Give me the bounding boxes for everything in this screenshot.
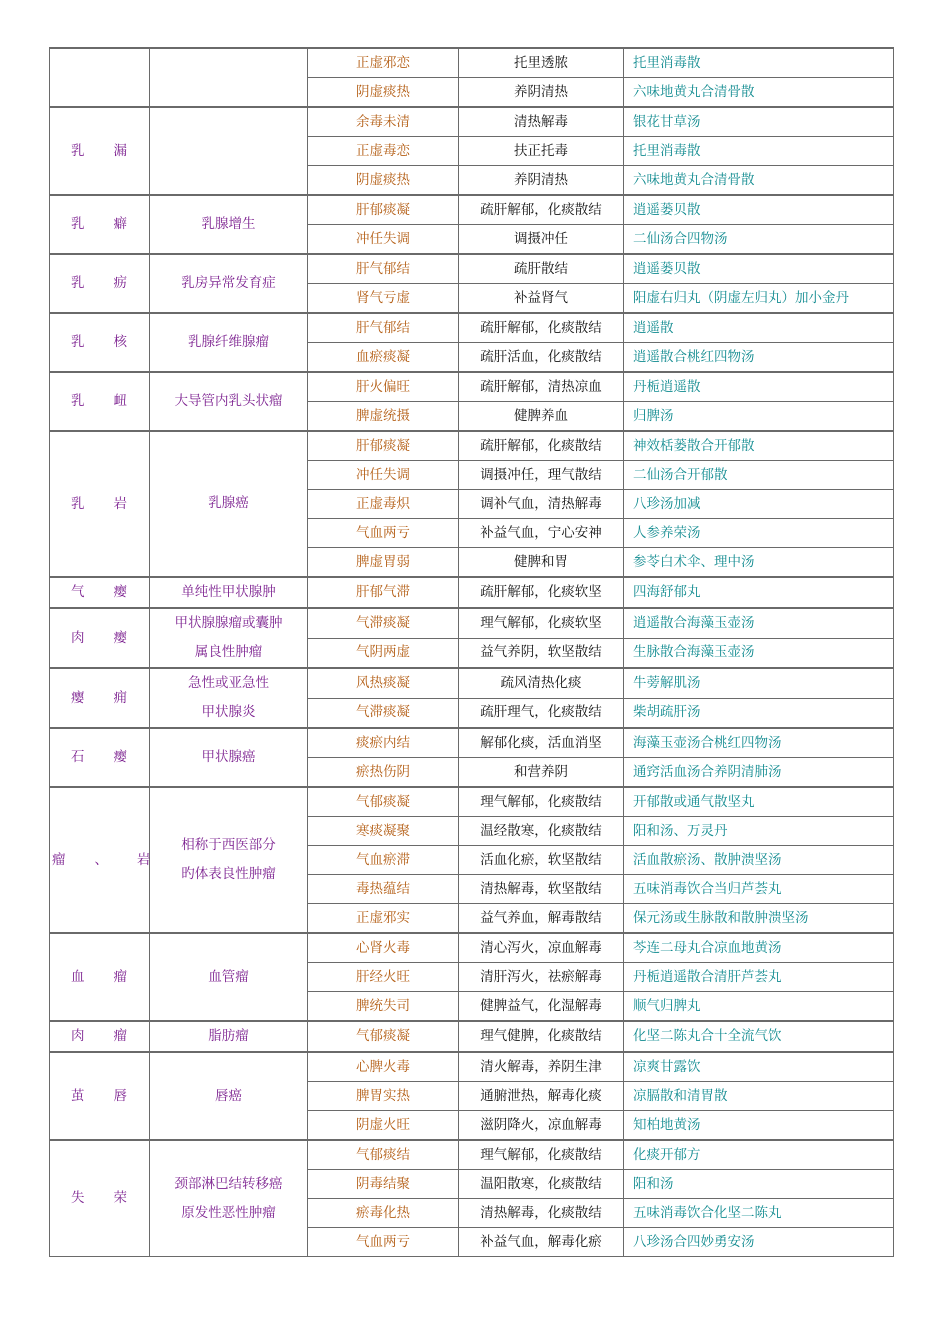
disease-name-cell bbox=[50, 254, 150, 313]
prescription-cell: 逍遥散合桃红四物汤 bbox=[624, 343, 894, 373]
syndrome-cell: 气阴两虚 bbox=[308, 638, 459, 668]
disease-name-char: 岩 bbox=[137, 851, 152, 868]
western-name-cell bbox=[150, 787, 308, 933]
prescription-cell: 阳虚右归丸（阴虚左归丸）加小金丹 bbox=[624, 284, 894, 314]
prescription-cell: 保元汤或生脉散和散肿溃坚汤 bbox=[624, 904, 894, 934]
disease-name-char: 疬 bbox=[113, 275, 128, 292]
western-name-cell bbox=[150, 254, 308, 313]
table-row bbox=[50, 608, 894, 638]
disease-name-char: 荣 bbox=[113, 1190, 128, 1207]
disease-name-char: 气 bbox=[71, 584, 86, 601]
disease-name-cell bbox=[50, 48, 150, 107]
table-row bbox=[50, 1052, 894, 1082]
prescription-cell: 化痰开郁方 bbox=[624, 1140, 894, 1170]
treatment-method-cell: 温阳散寒，化痰散结 bbox=[459, 1170, 624, 1199]
syndrome-cell: 心肾火毒 bbox=[308, 933, 459, 963]
disease-name-char: 、 bbox=[94, 851, 109, 868]
disease-name-cell bbox=[50, 608, 150, 668]
disease-name-cell bbox=[50, 933, 150, 1021]
western-name-line: 单纯性甲状腺肿 bbox=[181, 584, 276, 600]
syndrome-cell: 气血两亏 bbox=[308, 1228, 459, 1257]
disease-name-char: 瘿 bbox=[113, 749, 128, 766]
prescription-cell: 银花甘草汤 bbox=[624, 107, 894, 137]
syndrome-cell: 肾气亏虚 bbox=[308, 284, 459, 314]
prescription-cell: 凉爽甘露饮 bbox=[624, 1052, 894, 1082]
prescription-cell: 活血散瘀汤、散肿溃坚汤 bbox=[624, 846, 894, 875]
prescription-cell: 神效栝蒌散合开郁散 bbox=[624, 431, 894, 461]
western-name-cell bbox=[150, 1021, 308, 1052]
western-name-cell bbox=[150, 577, 308, 608]
prescription-cell: 化坚二陈丸合十全流气饮 bbox=[624, 1021, 894, 1052]
prescription-cell: 丹栀逍遥散合清肝芦荟丸 bbox=[624, 963, 894, 992]
syndrome-cell: 阴毒结聚 bbox=[308, 1170, 459, 1199]
western-name-line: 乳腺增生 bbox=[201, 215, 256, 232]
disease-name-cell bbox=[50, 313, 150, 372]
prescription-cell: 五味消毒饮合化坚二陈丸 bbox=[624, 1199, 894, 1228]
prescription-cell: 知柏地黄汤 bbox=[624, 1111, 894, 1141]
disease-name-char: 乳 bbox=[71, 275, 86, 292]
disease-name-char: 瘤 bbox=[113, 1028, 128, 1045]
syndrome-cell: 气滞痰凝 bbox=[308, 608, 459, 638]
western-name-line: 旳体表良性肿瘤 bbox=[181, 866, 276, 883]
disease-name-char: 岩 bbox=[113, 495, 128, 512]
treatment-method-cell: 通腑泄热，解毒化痰 bbox=[459, 1082, 624, 1111]
prescription-cell: 柴胡疏肝汤 bbox=[624, 698, 894, 728]
disease-name-char: 血 bbox=[71, 968, 86, 985]
treatment-method-cell: 调补气血，清热解毒 bbox=[459, 490, 624, 519]
treatment-method-cell: 理气解郁，化痰散结 bbox=[459, 1140, 624, 1170]
disease-name-char: 茧 bbox=[71, 1087, 86, 1104]
syndrome-cell: 脾虚统摄 bbox=[308, 402, 459, 432]
syndrome-cell: 肝郁痰凝 bbox=[308, 195, 459, 225]
treatment-method-cell: 温经散寒，化痰散结 bbox=[459, 817, 624, 846]
western-name-cell bbox=[150, 1140, 308, 1257]
table-row bbox=[50, 431, 894, 461]
disease-name-char: 痈 bbox=[113, 689, 128, 706]
western-name-cell bbox=[150, 107, 308, 195]
table-row bbox=[50, 48, 894, 78]
syndrome-cell: 正虚邪实 bbox=[308, 904, 459, 934]
table-row bbox=[50, 313, 894, 343]
western-name-line: 急性或亚急性 bbox=[188, 675, 269, 692]
prescription-cell: 归脾汤 bbox=[624, 402, 894, 432]
western-name-line: 甲状腺炎 bbox=[201, 704, 256, 721]
syndrome-cell: 脾胃实热 bbox=[308, 1082, 459, 1111]
prescription-cell: 芩连二母丸合凉血地黄汤 bbox=[624, 933, 894, 963]
western-name-line: 乳腺纤维腺瘤 bbox=[188, 333, 269, 350]
prescription-cell: 逍遥蒌贝散 bbox=[624, 195, 894, 225]
table-row bbox=[50, 107, 894, 137]
syndrome-cell: 阴虚火旺 bbox=[308, 1111, 459, 1141]
disease-name-char: 乳 bbox=[71, 216, 86, 233]
syndrome-cell: 肝气郁结 bbox=[308, 254, 459, 284]
syndrome-cell: 气滞痰凝 bbox=[308, 698, 459, 728]
treatment-method-cell: 和营养阴 bbox=[459, 758, 624, 788]
western-name-line: 血管瘤 bbox=[208, 968, 249, 985]
treatment-method-cell: 调摄冲任，理气散结 bbox=[459, 461, 624, 490]
syndrome-cell: 毒热蕴结 bbox=[308, 875, 459, 904]
disease-name-cell bbox=[50, 1021, 150, 1052]
disease-name-char: 瘿 bbox=[113, 584, 128, 601]
syndrome-cell: 正虚邪恋 bbox=[308, 48, 459, 78]
treatment-method-cell: 疏肝散结 bbox=[459, 254, 624, 284]
treatment-method-cell: 健脾养血 bbox=[459, 402, 624, 432]
prescription-cell: 生脉散合海藻玉壶汤 bbox=[624, 638, 894, 668]
treatment-method-cell: 疏肝解郁，化痰散结 bbox=[459, 431, 624, 461]
disease-name-cell bbox=[50, 668, 150, 728]
western-name-cell bbox=[150, 608, 308, 668]
prescription-cell: 海藻玉壶汤合桃红四物汤 bbox=[624, 728, 894, 758]
tcm-syndrome-table bbox=[49, 47, 894, 1257]
disease-name-char: 漏 bbox=[113, 142, 128, 159]
western-name-cell bbox=[150, 372, 308, 431]
treatment-method-cell: 养阴清热 bbox=[459, 78, 624, 108]
prescription-cell: 六味地黄丸合清骨散 bbox=[624, 166, 894, 196]
syndrome-cell: 气血两亏 bbox=[308, 519, 459, 548]
syndrome-cell: 冲任失调 bbox=[308, 461, 459, 490]
disease-name-char: 乳 bbox=[71, 142, 86, 159]
treatment-method-cell: 补益肾气 bbox=[459, 284, 624, 314]
prescription-cell: 八珍汤加减 bbox=[624, 490, 894, 519]
treatment-method-cell: 清热解毒 bbox=[459, 107, 624, 137]
treatment-method-cell: 清热解毒，化痰散结 bbox=[459, 1199, 624, 1228]
syndrome-cell: 肝火偏旺 bbox=[308, 372, 459, 402]
disease-name-char: 核 bbox=[113, 334, 128, 351]
western-name-line: 甲状腺腺瘤或囊肿 bbox=[174, 615, 283, 632]
disease-name-char: 瘿 bbox=[71, 689, 86, 706]
western-name-line: 乳房异常发育症 bbox=[181, 274, 276, 291]
syndrome-cell: 阴虚痰热 bbox=[308, 166, 459, 196]
treatment-method-cell: 健脾益气，化湿解毒 bbox=[459, 992, 624, 1022]
syndrome-cell: 脾虚胃弱 bbox=[308, 548, 459, 578]
treatment-method-cell: 健脾和胃 bbox=[459, 548, 624, 578]
western-name-line: 相称于西医部分 bbox=[181, 837, 276, 854]
prescription-cell: 丹栀逍遥散 bbox=[624, 372, 894, 402]
prescription-cell: 参苓白术伞、理中汤 bbox=[624, 548, 894, 578]
prescription-cell: 逍遥散合海藻玉壶汤 bbox=[624, 608, 894, 638]
prescription-cell: 逍遥散 bbox=[624, 313, 894, 343]
disease-name-char: 衄 bbox=[113, 393, 128, 410]
disease-name-cell bbox=[50, 195, 150, 254]
table-row bbox=[50, 372, 894, 402]
syndrome-cell: 正虚毒炽 bbox=[308, 490, 459, 519]
syndrome-cell: 心脾火毒 bbox=[308, 1052, 459, 1082]
western-name-cell bbox=[150, 668, 308, 728]
treatment-method-cell: 疏肝解郁，化痰散结 bbox=[459, 195, 624, 225]
table-row bbox=[50, 728, 894, 758]
table-row bbox=[50, 254, 894, 284]
prescription-cell: 逍遥蒌贝散 bbox=[624, 254, 894, 284]
syndrome-cell: 余毒未清 bbox=[308, 107, 459, 137]
syndrome-cell: 肝郁痰凝 bbox=[308, 431, 459, 461]
syndrome-cell: 冲任失调 bbox=[308, 225, 459, 255]
syndrome-cell: 气血瘀滞 bbox=[308, 846, 459, 875]
syndrome-cell: 气郁痰凝 bbox=[308, 787, 459, 817]
prescription-cell: 凉膈散和清胃散 bbox=[624, 1082, 894, 1111]
syndrome-cell: 寒痰凝聚 bbox=[308, 817, 459, 846]
prescription-cell: 人参养荣汤 bbox=[624, 519, 894, 548]
table-row bbox=[50, 577, 894, 608]
treatment-method-cell: 理气解郁，化痰散结 bbox=[459, 787, 624, 817]
syndrome-cell: 脾统失司 bbox=[308, 992, 459, 1022]
western-name-line: 原发性恶性肿瘤 bbox=[181, 1204, 276, 1221]
treatment-method-cell: 理气健脾，化痰散结 bbox=[459, 1021, 624, 1052]
table-row bbox=[50, 668, 894, 698]
treatment-method-cell: 清心泻火，凉血解毒 bbox=[459, 933, 624, 963]
syndrome-cell: 气郁痰凝 bbox=[308, 1021, 459, 1052]
table-row bbox=[50, 195, 894, 225]
disease-name-char: 癖 bbox=[113, 216, 128, 233]
treatment-method-cell: 疏肝解郁，化痰散结 bbox=[459, 313, 624, 343]
prescription-cell: 四海舒郁丸 bbox=[624, 577, 894, 608]
prescription-cell: 通窍活血汤合养阴清肺汤 bbox=[624, 758, 894, 788]
treatment-method-cell: 益气养血，解毒散结 bbox=[459, 904, 624, 934]
table-body bbox=[50, 48, 894, 1257]
syndrome-cell: 瘀热伤阴 bbox=[308, 758, 459, 788]
disease-name-char: 肉 bbox=[71, 629, 86, 646]
treatment-method-cell: 活血化瘀，软坚散结 bbox=[459, 846, 624, 875]
prescription-cell: 托里消毒散 bbox=[624, 48, 894, 78]
syndrome-cell: 风热痰凝 bbox=[308, 668, 459, 698]
treatment-method-cell: 补益气血，解毒化瘀 bbox=[459, 1228, 624, 1257]
treatment-method-cell: 清肝泻火，祛瘀解毒 bbox=[459, 963, 624, 992]
prescription-cell: 阳和汤 bbox=[624, 1170, 894, 1199]
treatment-method-cell: 益气养阴，软坚散结 bbox=[459, 638, 624, 668]
western-name-cell bbox=[150, 48, 308, 107]
western-name-cell bbox=[150, 933, 308, 1021]
prescription-cell: 顺气归脾丸 bbox=[624, 992, 894, 1022]
disease-name-char: 失 bbox=[71, 1190, 86, 1207]
treatment-method-cell: 托里透脓 bbox=[459, 48, 624, 78]
western-name-cell bbox=[150, 728, 308, 787]
treatment-method-cell: 疏肝解郁，清热凉血 bbox=[459, 372, 624, 402]
western-name-line: 属良性肿瘤 bbox=[194, 644, 263, 661]
prescription-cell: 六味地黄丸合清骨散 bbox=[624, 78, 894, 108]
prescription-cell: 牛蒡解肌汤 bbox=[624, 668, 894, 698]
syndrome-cell: 血瘀痰凝 bbox=[308, 343, 459, 373]
prescription-cell: 阳和汤、万灵丹 bbox=[624, 817, 894, 846]
western-name-cell bbox=[150, 195, 308, 254]
disease-name-char: 乳 bbox=[71, 495, 86, 512]
disease-name-char: 乳 bbox=[71, 334, 86, 351]
disease-name-char: 瘤 bbox=[113, 968, 128, 985]
syndrome-cell: 肝气郁结 bbox=[308, 313, 459, 343]
syndrome-cell: 阴虚痰热 bbox=[308, 78, 459, 108]
disease-name-cell bbox=[50, 577, 150, 608]
western-name-line: 颈部淋巴结转移癌 bbox=[174, 1175, 283, 1192]
prescription-cell: 二仙汤合开郁散 bbox=[624, 461, 894, 490]
treatment-method-cell: 调摄冲任 bbox=[459, 225, 624, 255]
disease-name-cell bbox=[50, 728, 150, 787]
treatment-method-cell: 养阴清热 bbox=[459, 166, 624, 196]
treatment-method-cell: 解郁化痰，活血消坚 bbox=[459, 728, 624, 758]
syndrome-cell: 肝经火旺 bbox=[308, 963, 459, 992]
prescription-cell: 五味消毒饮合当归芦荟丸 bbox=[624, 875, 894, 904]
disease-name-char: 瘿 bbox=[113, 629, 128, 646]
disease-name-cell bbox=[50, 1140, 150, 1257]
disease-name-char: 乳 bbox=[71, 393, 86, 410]
table-row bbox=[50, 1021, 894, 1052]
syndrome-cell: 气郁痰结 bbox=[308, 1140, 459, 1170]
treatment-method-cell: 清热解毒，软坚散结 bbox=[459, 875, 624, 904]
disease-name-char: 唇 bbox=[113, 1087, 128, 1104]
treatment-method-cell: 扶正托毒 bbox=[459, 137, 624, 166]
western-name-cell bbox=[150, 313, 308, 372]
disease-name-cell bbox=[50, 431, 150, 577]
prescription-cell: 开郁散或通气散坚丸 bbox=[624, 787, 894, 817]
western-name-cell bbox=[150, 1052, 308, 1140]
treatment-method-cell: 补益气血，宁心安神 bbox=[459, 519, 624, 548]
treatment-method-cell: 疏肝理气，化痰散结 bbox=[459, 698, 624, 728]
western-name-cell bbox=[150, 431, 308, 577]
syndrome-cell: 瘀毒化热 bbox=[308, 1199, 459, 1228]
disease-name-cell bbox=[50, 787, 150, 933]
disease-name-cell bbox=[50, 1052, 150, 1140]
disease-name-cell bbox=[50, 107, 150, 195]
disease-name-char: 瘤 bbox=[52, 851, 67, 868]
disease-name-cell bbox=[50, 372, 150, 431]
treatment-method-cell: 疏肝解郁，化痰软坚 bbox=[459, 577, 624, 608]
table-row bbox=[50, 1140, 894, 1170]
treatment-method-cell: 疏风清热化痰 bbox=[459, 668, 624, 698]
prescription-cell: 八珍汤合四妙勇安汤 bbox=[624, 1228, 894, 1257]
prescription-cell: 二仙汤合四物汤 bbox=[624, 225, 894, 255]
table-row bbox=[50, 933, 894, 963]
western-name-line: 乳腺癌 bbox=[208, 495, 249, 512]
disease-name-char: 肉 bbox=[71, 1028, 86, 1045]
disease-name-char: 石 bbox=[71, 749, 86, 766]
western-name-line: 唇癌 bbox=[215, 1087, 242, 1104]
western-name-line: 大导管内乳头状瘤 bbox=[174, 392, 283, 409]
western-name-line: 甲状腺癌 bbox=[201, 749, 256, 766]
syndrome-cell: 正虚毒恋 bbox=[308, 137, 459, 166]
treatment-method-cell: 滋阴降火，凉血解毒 bbox=[459, 1111, 624, 1141]
treatment-method-cell: 清火解毒，养阴生津 bbox=[459, 1052, 624, 1082]
syndrome-cell: 肝郁气滞 bbox=[308, 577, 459, 608]
western-name-line: 脂肪瘤 bbox=[208, 1028, 249, 1045]
treatment-method-cell: 疏肝活血，化痰散结 bbox=[459, 343, 624, 373]
table-row bbox=[50, 787, 894, 817]
prescription-cell: 托里消毒散 bbox=[624, 137, 894, 166]
treatment-method-cell: 理气解郁，化痰软坚 bbox=[459, 608, 624, 638]
syndrome-cell: 痰瘀内结 bbox=[308, 728, 459, 758]
